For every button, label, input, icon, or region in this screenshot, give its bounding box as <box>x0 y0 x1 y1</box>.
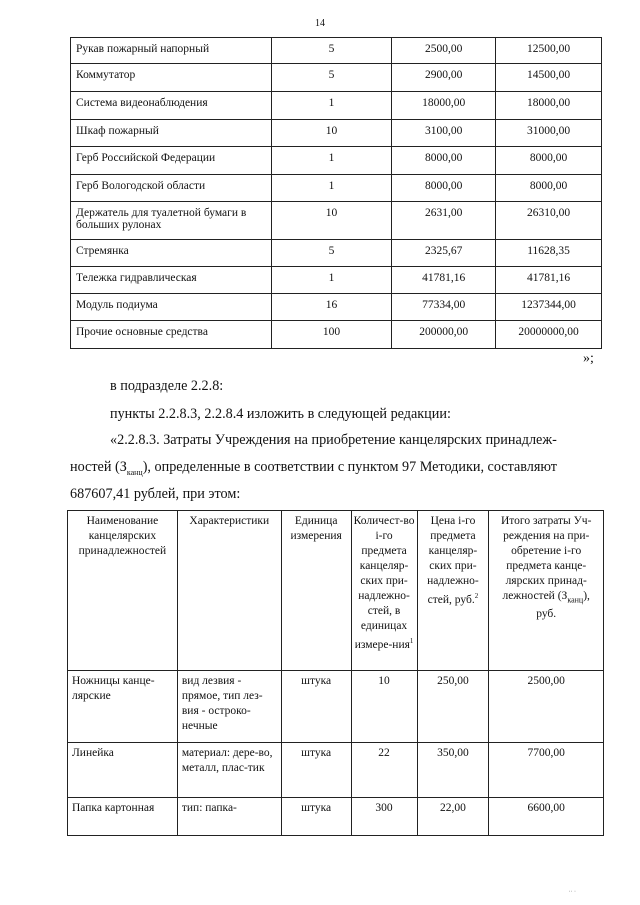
item-total: 12500,00 <box>496 38 602 64</box>
item-price: 2500,00 <box>392 38 496 64</box>
item-characteristics: тип: папка- <box>177 798 281 836</box>
item-name: Коммутатор <box>71 64 272 92</box>
item-name: Прочие основные средства <box>71 321 272 349</box>
item-total: 7700,00 <box>489 743 604 798</box>
item-total: 31000,00 <box>496 120 602 147</box>
item-characteristics: материал: дере-во, металл, плас-тик <box>177 743 281 798</box>
item-total: 18000,00 <box>496 92 602 120</box>
item-name: Модуль подиума <box>71 294 272 321</box>
item-name: Ножницы канце-лярские <box>68 671 178 743</box>
item-total: 2500,00 <box>489 671 604 743</box>
clause-2-2-8-3-line1: «2.2.8.3. Затраты Учреждения на приобретение канцелярских принадлеж- <box>110 432 557 448</box>
clause-2-2-8-3-line3: 687607,41 рублей, при этом: <box>70 486 241 502</box>
header-name: Наименование канцелярских принадлежностей <box>68 511 178 671</box>
item-quantity: 5 <box>271 240 392 267</box>
item-total: 11628,35 <box>496 240 602 267</box>
item-quantity: 100 <box>271 321 392 349</box>
item-price: 2900,00 <box>392 64 496 92</box>
header-characteristics: Характеристики <box>177 511 281 671</box>
item-quantity: 1 <box>271 175 392 202</box>
clause-2-2-8-3-line2: ностей $(З_{канц})$, определенные в соответствии с пунктом 97 Методики, составляют <box>70 459 558 477</box>
item-characteristics: вид лезвия - прямое, тип лез-вия - остроко-нечные <box>177 671 281 743</box>
item-quantity: 1 <box>271 147 392 175</box>
item-name: Система видеонаблюдения <box>71 92 272 120</box>
item-unit: штука <box>281 671 351 743</box>
item-quantity: 16 <box>271 294 392 321</box>
item-quantity: 10 <box>271 120 392 147</box>
item-price: 200000,00 <box>392 321 496 349</box>
item-price: 8000,00 <box>392 147 496 175</box>
item-price: 18000,00 <box>392 92 496 120</box>
table-row <box>71 64 602 92</box>
item-name: Держатель для туалетной бумаги в больших рулонах <box>71 202 272 240</box>
item-price: 2325,67 <box>392 240 496 267</box>
table-row <box>71 240 602 267</box>
table-row <box>71 267 602 294</box>
item-quantity: 10 <box>351 671 417 743</box>
item-price: 2631,00 <box>392 202 496 240</box>
item-price: 250,00 <box>417 671 489 743</box>
subsection-intro: в подразделе 2.2.8: <box>110 378 224 394</box>
item-total: 8000,00 <box>496 147 602 175</box>
item-total: 8000,00 <box>496 175 602 202</box>
stationery-table <box>67 510 604 836</box>
table-row <box>71 175 602 202</box>
item-total: 41781,16 <box>496 267 602 294</box>
item-price: 22,00 <box>417 798 489 836</box>
header-quantity: Количест-во i-го предмета канцеляр-ских при-надлежно-стей, в единицах измере-ния$^1$ <box>351 511 417 671</box>
page-mark: ·· · <box>568 889 576 895</box>
item-price: 77334,00 <box>392 294 496 321</box>
item-quantity: 1 <box>271 267 392 294</box>
item-name: Стремянка <box>71 240 272 267</box>
item-quantity: 22 <box>351 743 417 798</box>
item-quantity: 1 <box>271 92 392 120</box>
quote-close: »; <box>583 351 594 366</box>
table-row <box>68 743 604 798</box>
item-quantity: 5 <box>271 38 392 64</box>
item-quantity: 300 <box>351 798 417 836</box>
item-name: Тележка гидравлическая <box>71 267 272 294</box>
item-quantity: 10 <box>271 202 392 240</box>
item-total: 26310,00 <box>496 202 602 240</box>
item-price: 350,00 <box>417 743 489 798</box>
table-row <box>71 147 602 175</box>
item-name: Герб Российской Федерации <box>71 147 272 175</box>
item-unit: штука <box>281 743 351 798</box>
table-row <box>71 294 602 321</box>
item-name: Рукав пожарный напорный <box>71 38 272 64</box>
item-name: Герб Вологодской области <box>71 175 272 202</box>
item-price: 41781,16 <box>392 267 496 294</box>
table-row <box>71 38 602 64</box>
item-name: Папка картонная <box>68 798 178 836</box>
table-row <box>71 321 602 349</box>
item-total: 14500,00 <box>496 64 602 92</box>
item-name: Линейка <box>68 743 178 798</box>
item-price: 3100,00 <box>392 120 496 147</box>
item-total: 6600,00 <box>489 798 604 836</box>
page-number: 14 <box>315 18 325 29</box>
item-total: 1237344,00 <box>496 294 602 321</box>
item-total: 20000000,00 <box>496 321 602 349</box>
table-row <box>71 92 602 120</box>
fixed-assets-table <box>70 37 602 349</box>
table-row <box>71 202 602 240</box>
item-name: Шкаф пожарный <box>71 120 272 147</box>
item-unit: штука <box>281 798 351 836</box>
header-price: Цена i-го предмета канцеляр-ских при-надлежно-стей, руб.$^2$ <box>417 511 489 671</box>
table-row <box>68 671 604 743</box>
table-row <box>68 798 604 836</box>
header-unit: Единица измерения <box>281 511 351 671</box>
item-price: 8000,00 <box>392 175 496 202</box>
points-intro: пункты 2.2.8.3, 2.2.8.4 изложить в следующей редакции: <box>110 406 451 422</box>
item-quantity: 5 <box>271 64 392 92</box>
table-row <box>71 120 602 147</box>
header-total: Итого затраты Уч-реждения на при-обретение i-го предмета канце-лярских принад-лежностей $(З_{канц})$, руб. <box>489 511 604 671</box>
